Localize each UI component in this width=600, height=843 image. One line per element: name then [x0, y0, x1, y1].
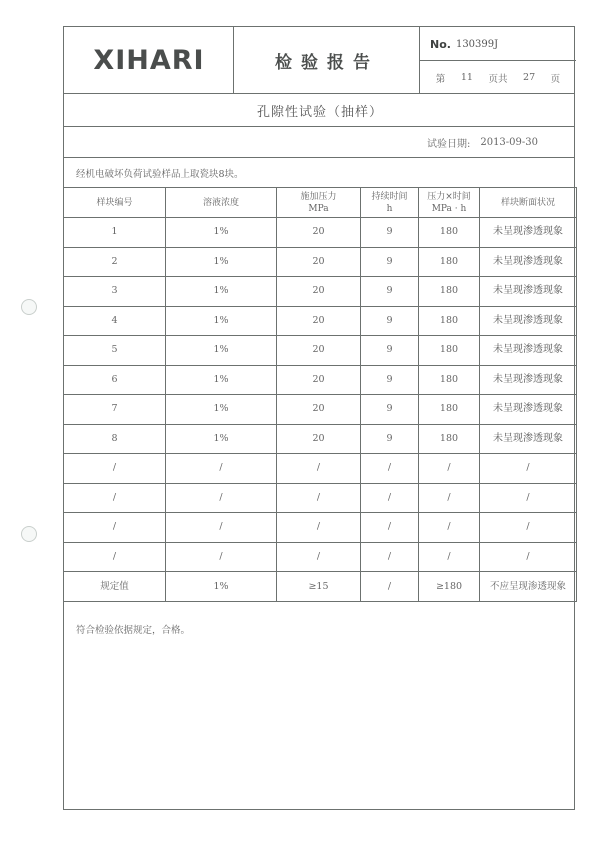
table-row [64, 454, 577, 484]
test-date-value: 2013-09-30 [480, 137, 538, 148]
table-cell: 9 [361, 306, 419, 336]
table-cell: ≥15 [277, 572, 361, 602]
table-cell: 9 [361, 218, 419, 248]
table-cell: 9 [361, 365, 419, 395]
column-header [361, 188, 419, 218]
report-frame [63, 26, 575, 810]
table-cell: 1 [64, 218, 166, 248]
table-cell: 1% [166, 336, 277, 366]
table-cell: 未呈现渗透现象 [480, 306, 577, 336]
table-cell: / [64, 542, 166, 572]
table-cell: 未呈现渗透现象 [480, 277, 577, 307]
table-cell: / [166, 542, 277, 572]
table-cell: / [166, 454, 277, 484]
table-row [64, 336, 577, 366]
table-cell: 2 [64, 247, 166, 277]
table-cell: 180 [419, 247, 480, 277]
table-cell: / [277, 454, 361, 484]
column-header-unit: MPa [308, 203, 329, 214]
table-cell: 20 [277, 365, 361, 395]
table-row [64, 513, 577, 543]
conclusion: 符合检验依据规定，合格。 [76, 625, 191, 636]
table-cell: / [480, 483, 577, 513]
table-row [64, 247, 577, 277]
table-cell: 1% [166, 572, 277, 602]
table-cell: 20 [277, 306, 361, 336]
column-header [480, 188, 577, 218]
table-cell: 未呈现渗透现象 [480, 218, 577, 248]
table-cell: 180 [419, 336, 480, 366]
test-date-label: 试验日期: [426, 139, 471, 150]
report-number-label: No. [430, 37, 451, 51]
table-cell: 1% [166, 218, 277, 248]
page-indicator [420, 61, 576, 94]
table-cell: 1% [166, 277, 277, 307]
table-cell: 9 [361, 395, 419, 425]
report-number-value: 130399J [455, 38, 499, 50]
table-row [64, 365, 577, 395]
results-table [63, 187, 577, 602]
punch-hole-bottom [21, 526, 37, 542]
table-cell: 1% [166, 247, 277, 277]
table-cell: / [64, 513, 166, 543]
table-cell: 1% [166, 424, 277, 454]
table-cell: 180 [419, 306, 480, 336]
table-cell: / [361, 572, 419, 602]
table-cell: / [277, 483, 361, 513]
table-cell: 180 [419, 395, 480, 425]
page-current: 11 [460, 72, 473, 83]
column-header-label: 施加压力 [300, 191, 337, 202]
table-cell: 180 [419, 424, 480, 454]
punch-hole-top [21, 299, 37, 315]
column-header-label: 样块断面状况 [500, 197, 555, 208]
table-cell: 1% [166, 395, 277, 425]
table-cell: 20 [277, 424, 361, 454]
table-cell: 未呈现渗透现象 [480, 365, 577, 395]
column-header-label: 持续时间 [371, 191, 408, 202]
column-header [166, 188, 277, 218]
table-cell: 未呈现渗透现象 [480, 336, 577, 366]
table-footer-row [64, 572, 577, 602]
column-header [419, 188, 480, 218]
table-cell: 3 [64, 277, 166, 307]
table-cell: / [361, 513, 419, 543]
column-header-unit: MPa · h [431, 203, 467, 214]
table-cell: 4 [64, 306, 166, 336]
table-cell: 5 [64, 336, 166, 366]
table-cell: / [419, 542, 480, 572]
table-cell: 未呈现渗透现象 [480, 247, 577, 277]
table-cell: / [361, 454, 419, 484]
table-cell: 9 [361, 247, 419, 277]
table-row [64, 277, 577, 307]
table-row [64, 542, 577, 572]
table-cell: 未呈现渗透现象 [480, 424, 577, 454]
table-cell: 9 [361, 277, 419, 307]
table-cell: 1% [166, 365, 277, 395]
table-cell: 9 [361, 424, 419, 454]
page-suffix: 页 [550, 73, 561, 85]
table-cell: / [361, 483, 419, 513]
table-cell: 20 [277, 277, 361, 307]
column-header-unit: h [386, 203, 393, 214]
table-cell: 7 [64, 395, 166, 425]
table-cell: 180 [419, 218, 480, 248]
column-header-label: 压力×时间 [427, 191, 471, 202]
table-cell: / [419, 483, 480, 513]
table-cell: 20 [277, 218, 361, 248]
table-row [64, 218, 577, 248]
table-cell: / [64, 483, 166, 513]
report-number [420, 27, 576, 61]
table-cell: / [480, 454, 577, 484]
table-cell: 20 [277, 395, 361, 425]
table-cell: 180 [419, 365, 480, 395]
table-cell: 1% [166, 306, 277, 336]
table-row [64, 395, 577, 425]
column-header-label: 溶液浓度 [202, 197, 239, 208]
table-cell: / [277, 542, 361, 572]
column-header-label: 样块编号 [96, 197, 133, 208]
table-cell: / [480, 542, 577, 572]
document-title: 检验报告 [275, 53, 379, 73]
table-cell: 20 [277, 336, 361, 366]
table-cell: 9 [361, 336, 419, 366]
table-row [64, 306, 577, 336]
test-title: 孔隙性试验（抽样） [256, 105, 383, 120]
table-cell: ≥180 [419, 572, 480, 602]
page-mid: 页共 [488, 73, 508, 85]
table-cell: 规定值 [64, 572, 166, 602]
table-row [64, 483, 577, 513]
table-cell: / [419, 513, 480, 543]
table-header-row [64, 188, 577, 218]
table-cell: / [480, 513, 577, 543]
sample-note: 经机电破坏负荷试验样品上取瓷块8块。 [76, 169, 244, 180]
column-header [277, 188, 361, 218]
table-cell: / [419, 454, 480, 484]
table-row [64, 424, 577, 454]
table-cell: 180 [419, 277, 480, 307]
table-cell: / [277, 513, 361, 543]
table-cell: 20 [277, 247, 361, 277]
test-date [64, 127, 576, 158]
table-cell: / [64, 454, 166, 484]
table-cell: 6 [64, 365, 166, 395]
column-header [64, 188, 166, 218]
table-cell: / [361, 542, 419, 572]
table-cell: 不应呈现渗透现象 [480, 572, 577, 602]
table-cell: 8 [64, 424, 166, 454]
company-logo: XIHARI [93, 45, 205, 76]
table-cell: / [166, 483, 277, 513]
page-total: 27 [523, 72, 536, 83]
table-cell: 未呈现渗透现象 [480, 395, 577, 425]
page-prefix: 第 [435, 73, 446, 85]
table-cell: / [166, 513, 277, 543]
